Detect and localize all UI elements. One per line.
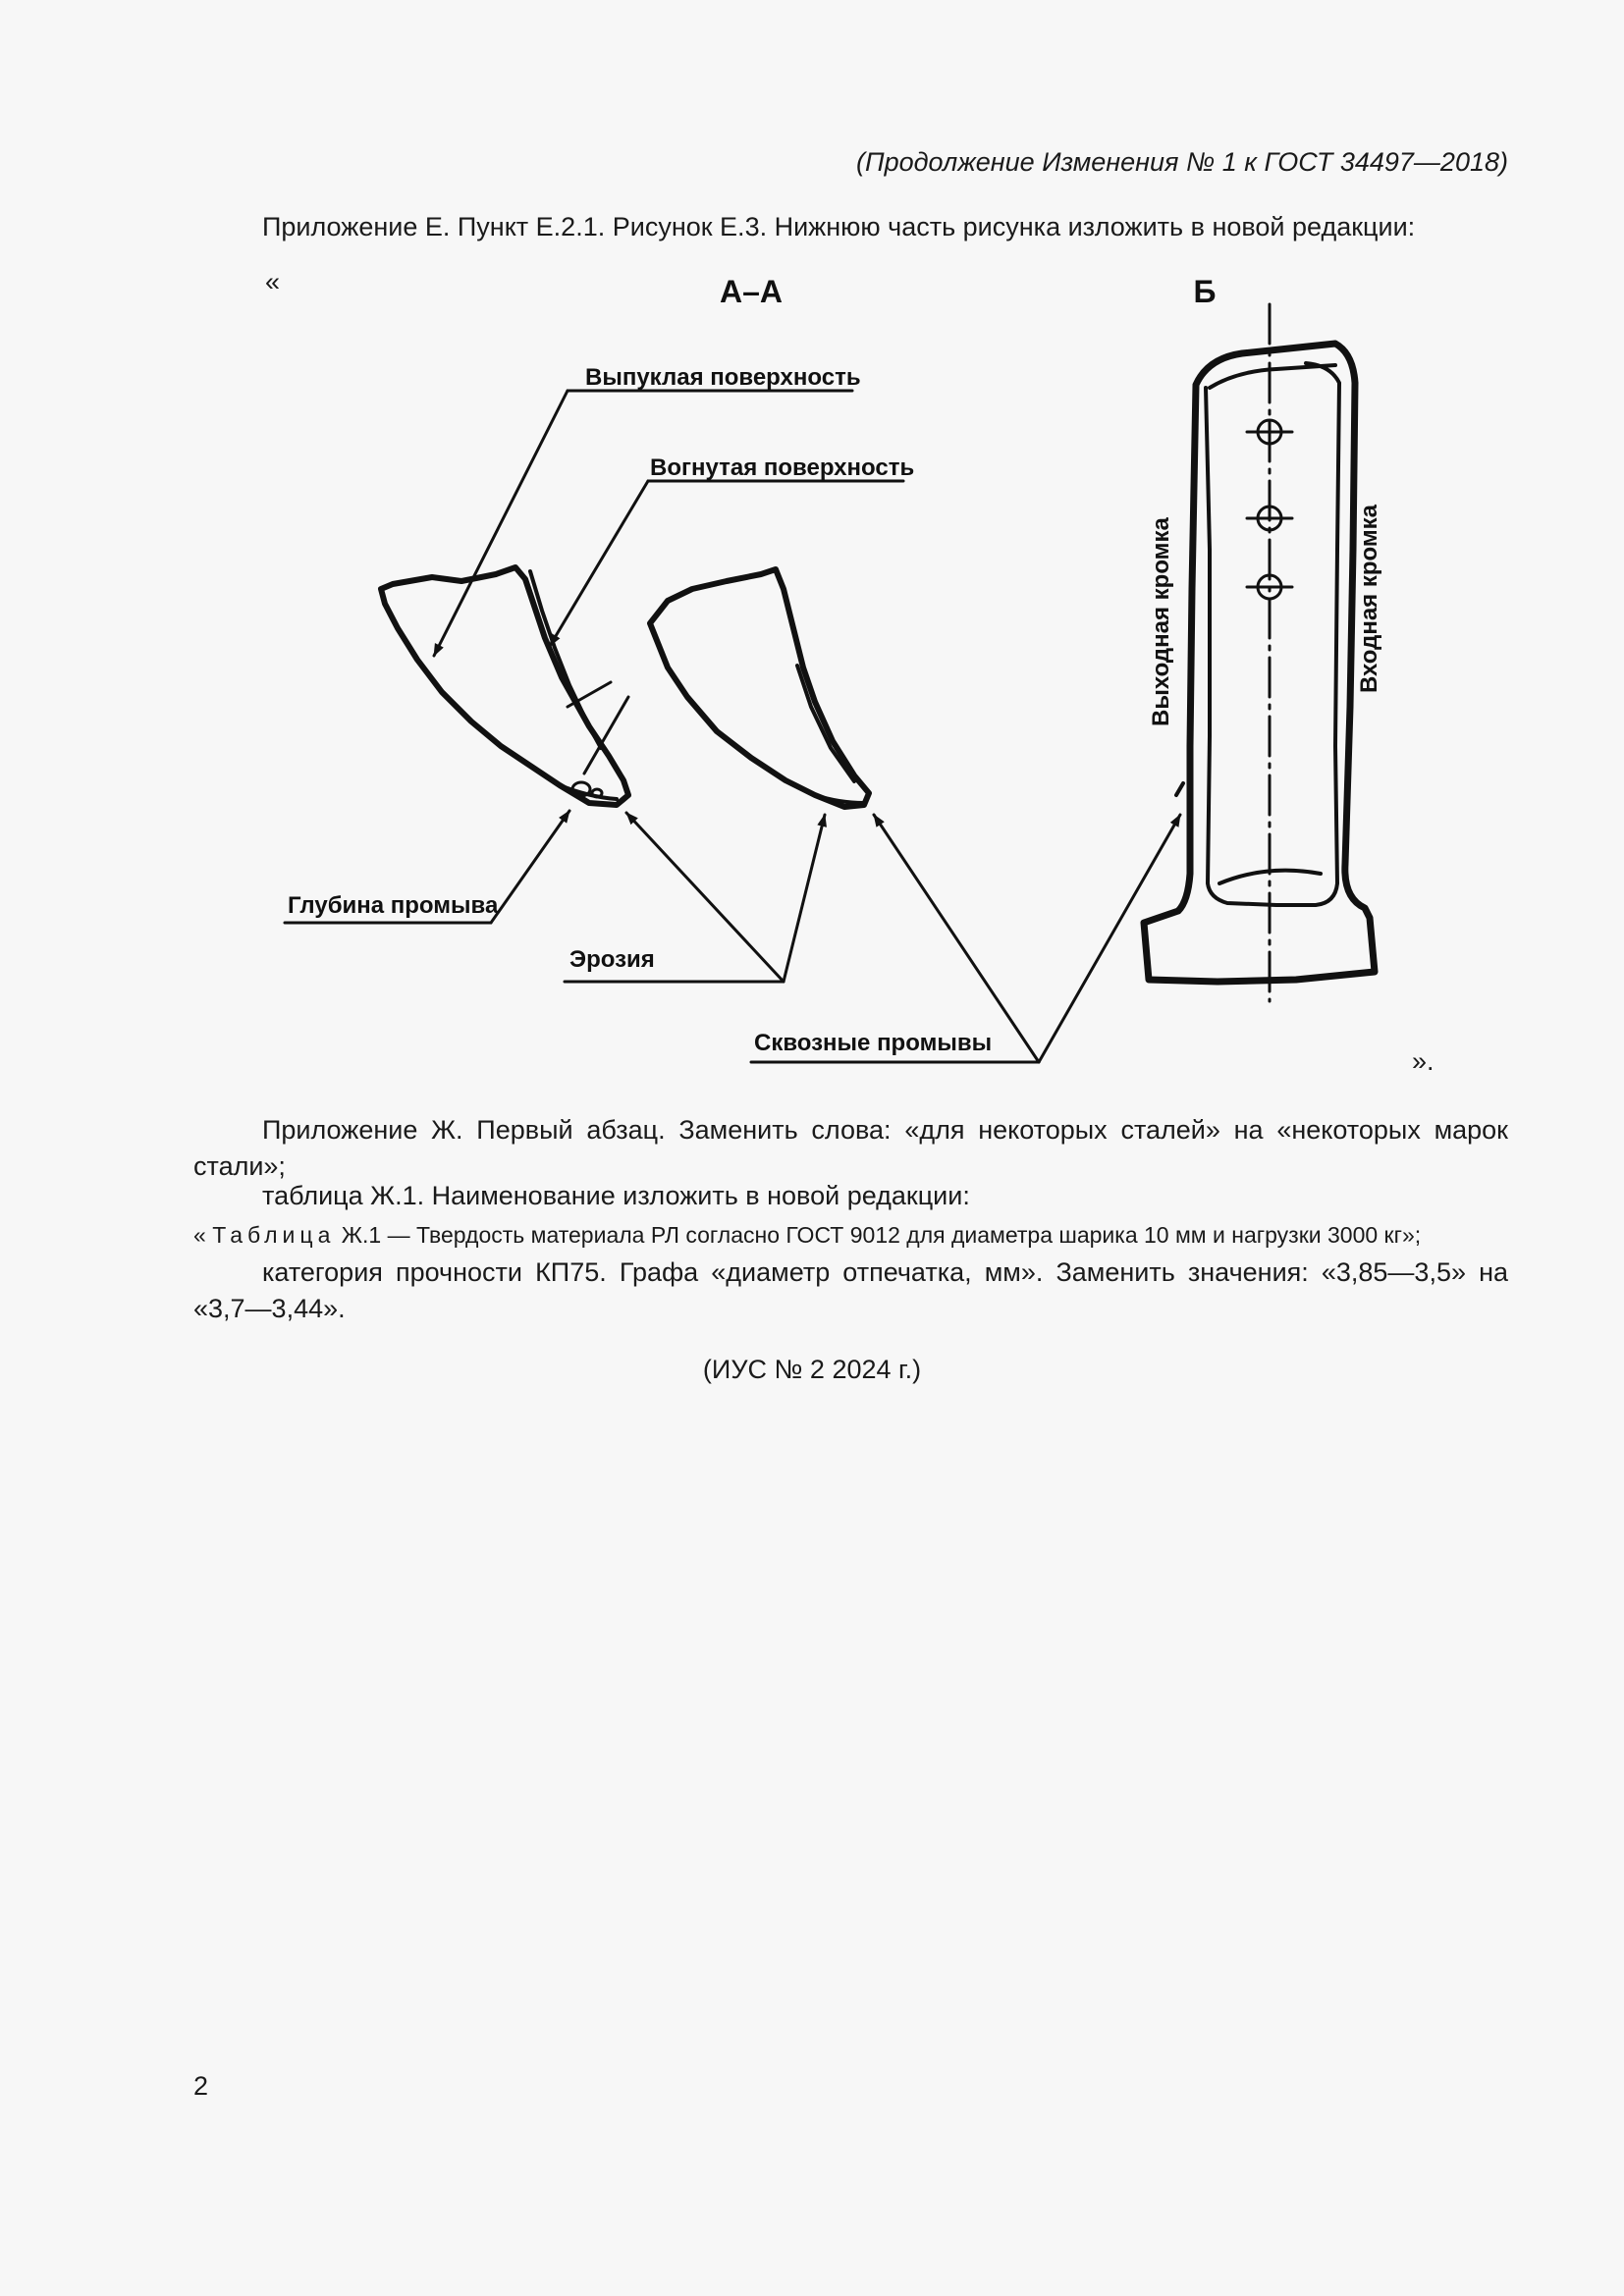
table-title-text: Ж.1 — Твердость материала РЛ согласно ГОСТ 9012 для диаметра шарика 10 мм и нагрузки 3000 кг»; — [341, 1222, 1422, 1248]
paragraph-appendix-zh: Приложение Ж. Первый абзац. Заменить слова: «для некоторых сталей» на «некоторых марок стали»; — [193, 1115, 1508, 1181]
paragraph-table-title — [193, 1217, 1508, 1254]
label-concave-surface: Вогнутая поверхность — [650, 454, 915, 481]
paragraph-category: категория прочности КП75. Графа «диаметр отпечатка, мм». Заменить значения: «3,85—3,5» на «3,7—3,44». — [193, 1257, 1508, 1323]
figure-e3 — [0, 0, 1624, 1129]
ius-reference: (ИУС № 2 2024 г.) — [702, 1355, 922, 1384]
page-number: 2 — [193, 2071, 209, 2101]
section-label-b: Б — [1193, 274, 1217, 309]
label-washout-depth: Глубина промыва — [288, 892, 499, 919]
label-through-washouts: Сквозные промывы — [754, 1030, 993, 1056]
blade-section-right — [650, 569, 869, 807]
label-convex-surface: Выпуклая поверхность — [585, 364, 861, 391]
table-title-quote: « — [193, 1222, 206, 1248]
paragraph-appendix-e: Приложение Е. Пункт Е.2.1. Рисунок Е.3. Нижнюю часть рисунка изложить в новой редакции: — [262, 212, 1416, 241]
figure-quote-close: ». — [1412, 1046, 1435, 1076]
document-header: (Продолжение Изменения № 1 к ГОСТ 34497—2018) — [856, 147, 1508, 177]
figure-quote-open: « — [265, 267, 281, 296]
label-outlet-edge: Выходная кромка — [1148, 517, 1174, 726]
paragraph-table-zh1: таблица Ж.1. Наименование изложить в новой редакции: — [262, 1181, 970, 1210]
label-erosion: Эрозия — [569, 946, 655, 973]
blade-section-left — [381, 567, 628, 805]
section-label-aa: А–А — [719, 274, 784, 309]
label-inlet-edge: Входная кромка — [1356, 505, 1382, 693]
table-title-word: Таблица — [212, 1222, 336, 1248]
